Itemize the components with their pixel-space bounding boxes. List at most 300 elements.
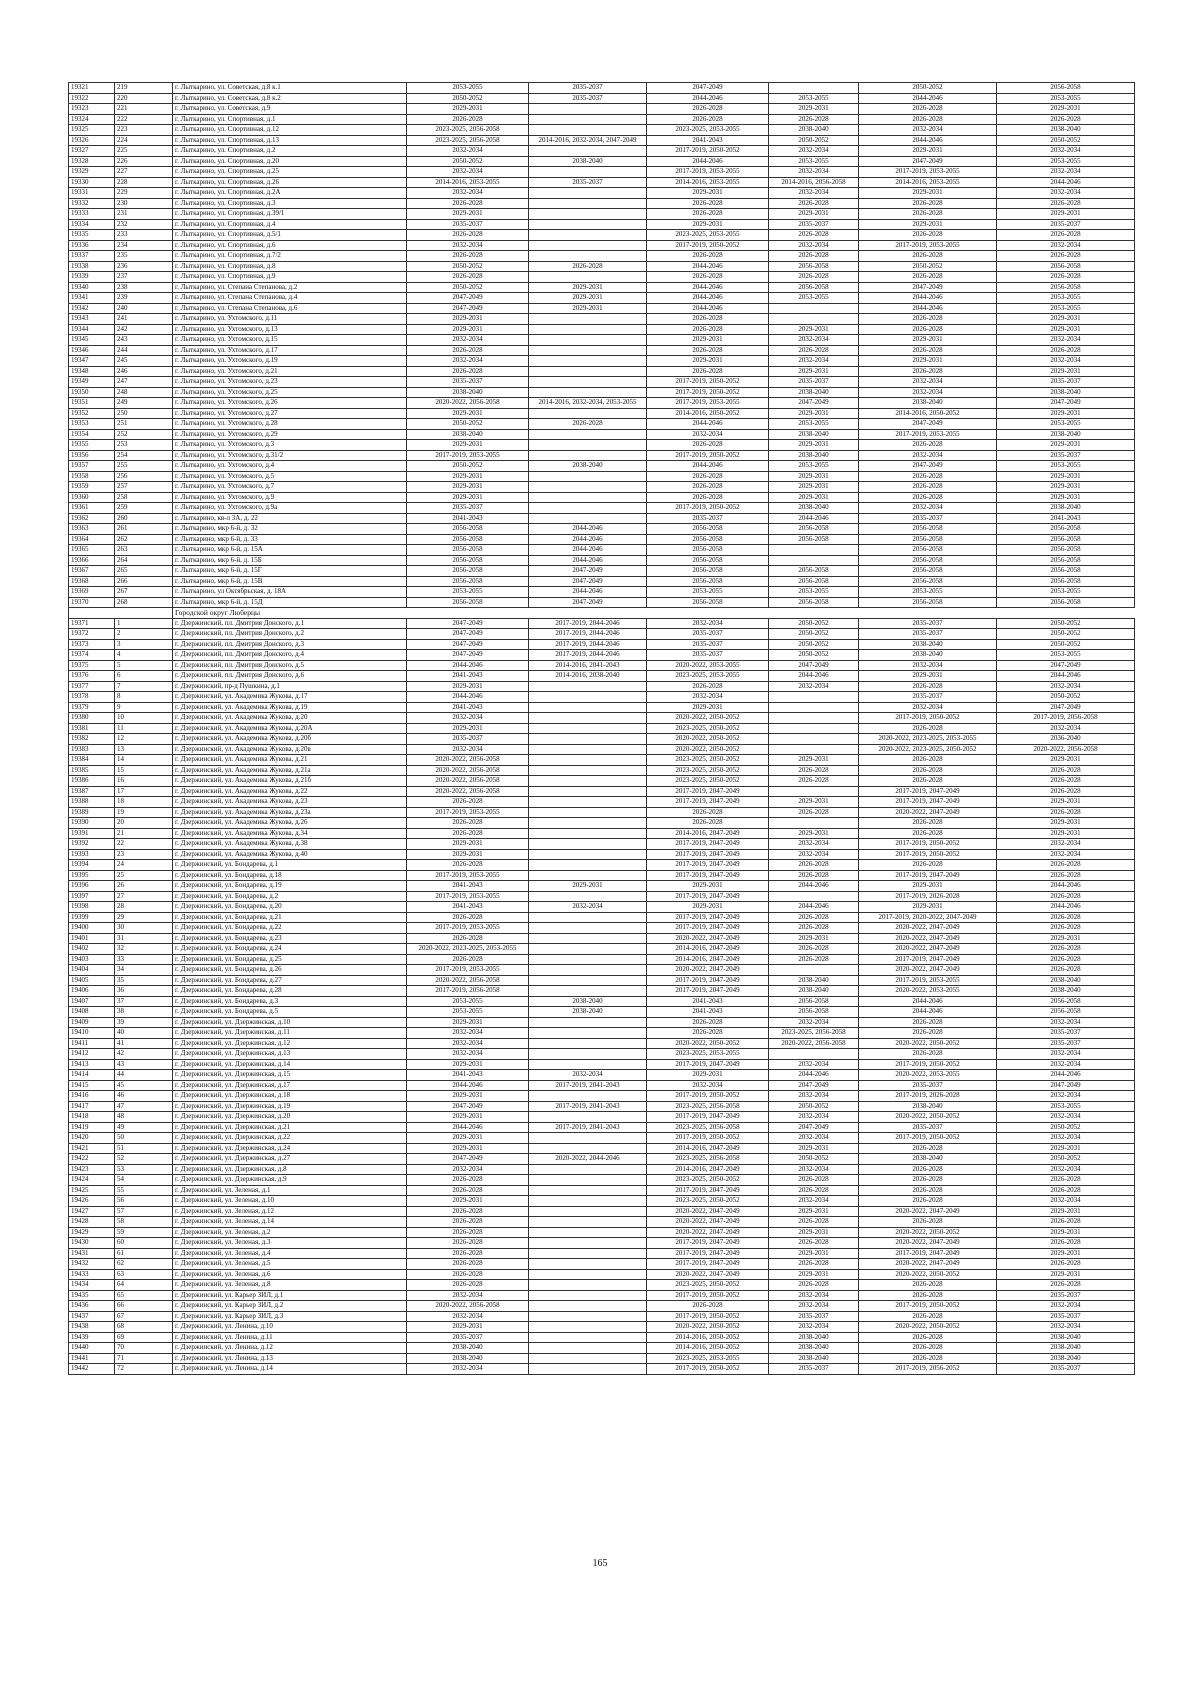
period-cell: 2032-2034: [769, 335, 859, 346]
period-cell: 2056-2058: [647, 597, 769, 608]
period-cell: 2032-2034: [647, 429, 769, 440]
period-cell: 2029-2031: [407, 314, 529, 325]
period-cell: 2047-2049: [407, 303, 529, 314]
table-row: [69, 828, 1135, 839]
row-id-cell: 19374: [69, 650, 115, 661]
row-id-cell: 19402: [69, 944, 115, 955]
period-cell: 2056-2058: [769, 576, 859, 587]
address-cell: г. Дзержинский, ул. Зеленая, д.3: [173, 1238, 407, 1249]
address-cell: г. Лыткарино, ул. Спортивная, д.20: [173, 156, 407, 167]
table-row: [69, 1164, 1135, 1175]
row-number-cell: 233: [115, 230, 173, 241]
table-row: [69, 1017, 1135, 1028]
row-id-cell: 19420: [69, 1133, 115, 1144]
period-cell: 2017-2019, 2044-2046: [529, 650, 647, 661]
period-cell: 2029-2031: [859, 881, 997, 892]
period-cell: 2017-2019, 2047-2049: [859, 786, 997, 797]
period-cell: 2038-2040: [769, 975, 859, 986]
table-row: [69, 492, 1135, 503]
period-cell: 2017-2019, 2047-2049: [647, 975, 769, 986]
period-cell: 2017-2019, 2044-2046: [529, 629, 647, 640]
period-cell: 2032-2034: [997, 681, 1135, 692]
row-number-cell: 266: [115, 576, 173, 587]
period-cell: 2029-2031: [407, 104, 529, 115]
row-id-cell: 19424: [69, 1175, 115, 1186]
period-cell: 2017-2019, 2026-2028: [859, 891, 997, 902]
row-number-cell: 43: [115, 1059, 173, 1070]
address-cell: г. Дзержинский, ул. Зеленая, д.12: [173, 1206, 407, 1217]
period-cell: 2047-2049: [997, 702, 1135, 713]
period-cell: 2029-2031: [769, 209, 859, 220]
period-cell: 2020-2022, 2050-2052: [859, 1227, 997, 1238]
period-cell: 2029-2031: [407, 1196, 529, 1207]
period-cell: 2047-2049: [407, 618, 529, 629]
row-number-cell: 16: [115, 776, 173, 787]
period-cell: 2056-2058: [997, 555, 1135, 566]
period-cell: 2023-2025, 2053-2055: [647, 230, 769, 241]
row-id-cell: 19418: [69, 1112, 115, 1123]
period-cell: 2026-2028: [997, 944, 1135, 955]
period-cell: 2026-2028: [997, 891, 1135, 902]
period-cell: 2023-2025, 2050-2052: [647, 1196, 769, 1207]
period-cell: [529, 1038, 647, 1049]
row-id-cell: 19415: [69, 1080, 115, 1091]
row-id-cell: 19387: [69, 786, 115, 797]
period-cell: 2026-2028: [859, 1343, 997, 1354]
row-number-cell: 9: [115, 702, 173, 713]
period-cell: 2017-2019, 2047-2049: [647, 860, 769, 871]
period-cell: 2032-2034: [407, 1311, 529, 1322]
row-id-cell: 19338: [69, 261, 115, 272]
period-cell: 2038-2040: [859, 398, 997, 409]
address-cell: г. Дзержинский, ул. Академика Жукова, д.21: [173, 755, 407, 766]
row-id-cell: 19429: [69, 1227, 115, 1238]
address-cell: г. Лыткарино, мкр 6-й, д. 32: [173, 524, 407, 535]
period-cell: 2017-2019, 2050-2052: [647, 1290, 769, 1301]
address-cell: г. Лыткарино, ул. Спортивная, д.25: [173, 167, 407, 178]
period-cell: 2029-2031: [997, 482, 1135, 493]
period-cell: 2020-2022, 2047-2049: [859, 933, 997, 944]
period-cell: 2026-2028: [647, 209, 769, 220]
row-number-cell: 10: [115, 713, 173, 724]
period-cell: 2026-2028: [407, 1217, 529, 1228]
row-number-cell: 246: [115, 366, 173, 377]
period-cell: 2020-2022, 2047-2049: [859, 1238, 997, 1249]
table-row: [69, 1269, 1135, 1280]
period-cell: 2035-2037: [859, 629, 997, 640]
period-cell: 2026-2028: [769, 954, 859, 965]
period-cell: 2041-2043: [647, 135, 769, 146]
period-cell: 2038-2040: [997, 986, 1135, 997]
address-cell: г. Лыткарино, ул. Ухтомского, д.9: [173, 492, 407, 503]
address-cell: г. Дзержинский, ул. Зеленая, д.6: [173, 1269, 407, 1280]
period-cell: [529, 1227, 647, 1238]
row-number-cell: 248: [115, 387, 173, 398]
period-cell: 2026-2028: [769, 345, 859, 356]
row-id-cell: 19339: [69, 272, 115, 283]
period-cell: 2056-2058: [997, 83, 1135, 94]
row-number-cell: 37: [115, 996, 173, 1007]
address-cell: г. Лыткарино, ул. Спортивная, д.26: [173, 177, 407, 188]
period-cell: [769, 786, 859, 797]
period-cell: [529, 723, 647, 734]
row-id-cell: 19335: [69, 230, 115, 241]
address-cell: г. Лыткарино, ул. Спортивная, д.2А: [173, 188, 407, 199]
row-number-cell: 61: [115, 1248, 173, 1259]
period-cell: 2053-2055: [769, 293, 859, 304]
period-cell: 2056-2058: [407, 534, 529, 545]
period-cell: 2026-2028: [859, 1311, 997, 1322]
period-cell: 2044-2046: [997, 881, 1135, 892]
period-cell: [529, 209, 647, 220]
period-cell: [529, 198, 647, 209]
row-number-cell: 42: [115, 1049, 173, 1060]
address-cell: г. Дзержинский, пл. Дмитрия Донского, д.2: [173, 629, 407, 640]
period-cell: 2026-2028: [769, 1259, 859, 1270]
row-id-cell: 19373: [69, 639, 115, 650]
address-cell: г. Дзержинский, ул. Бондарева, д.2: [173, 891, 407, 902]
row-id-cell: 19370: [69, 597, 115, 608]
period-cell: 2026-2028: [997, 1185, 1135, 1196]
address-cell: г. Лыткарино, ул Октябрьская, д. 18А: [173, 587, 407, 598]
period-cell: 2017-2019, 2047-2049: [647, 1185, 769, 1196]
period-cell: 2041-2043: [997, 513, 1135, 524]
row-id-cell: 19337: [69, 251, 115, 262]
row-number-cell: 38: [115, 1007, 173, 1018]
period-cell: 2029-2031: [407, 1143, 529, 1154]
period-cell: 2035-2037: [769, 219, 859, 230]
table-row: [69, 366, 1135, 377]
period-cell: 2026-2028: [647, 251, 769, 262]
row-id-cell: 19389: [69, 807, 115, 818]
period-cell: 2036-2040: [997, 734, 1135, 745]
period-cell: 2026-2028: [407, 912, 529, 923]
period-cell: 2020-2022, 2047-2049: [859, 1206, 997, 1217]
period-cell: 2044-2046: [769, 671, 859, 682]
period-cell: 2038-2040: [769, 1332, 859, 1343]
period-cell: 2047-2049: [769, 1080, 859, 1091]
row-id-cell: 19430: [69, 1238, 115, 1249]
period-cell: 2035-2037: [529, 93, 647, 104]
period-cell: 2026-2028: [769, 944, 859, 955]
period-cell: 2017-2019, 2047-2049: [647, 1259, 769, 1270]
row-id-cell: 19434: [69, 1280, 115, 1291]
table-row: [69, 681, 1135, 692]
period-cell: 2044-2046: [647, 293, 769, 304]
period-cell: 2032-2034: [997, 1164, 1135, 1175]
row-number-cell: 18: [115, 797, 173, 808]
period-cell: 2032-2034: [997, 335, 1135, 346]
period-cell: 2038-2040: [859, 639, 997, 650]
row-id-cell: 19332: [69, 198, 115, 209]
period-cell: 2056-2058: [859, 566, 997, 577]
address-cell: г. Лыткарино, ул. Ухтомского, д.13: [173, 324, 407, 335]
period-cell: [769, 734, 859, 745]
period-cell: 2023-2025, 2056-2058: [647, 1122, 769, 1133]
row-number-cell: 265: [115, 566, 173, 577]
period-cell: 2026-2028: [997, 230, 1135, 241]
period-cell: 2029-2031: [997, 797, 1135, 808]
row-number-cell: 257: [115, 482, 173, 493]
period-cell: 2023-2025, 2056-2058: [407, 135, 529, 146]
period-cell: 2029-2031: [997, 1269, 1135, 1280]
period-cell: 2026-2028: [997, 912, 1135, 923]
period-cell: 2020-2022, 2047-2049: [859, 807, 997, 818]
row-number-cell: 5: [115, 660, 173, 671]
address-cell: г. Дзержинский, ул. Академика Жукова, д.23а: [173, 807, 407, 818]
period-cell: 2017-2019, 2050-2052: [647, 377, 769, 388]
row-number-cell: 244: [115, 345, 173, 356]
row-number-cell: 52: [115, 1154, 173, 1165]
period-cell: 2029-2031: [997, 818, 1135, 829]
period-cell: 2047-2049: [859, 282, 997, 293]
period-cell: 2029-2031: [407, 1112, 529, 1123]
period-cell: 2029-2031: [997, 209, 1135, 220]
table-row: [69, 860, 1135, 871]
period-cell: 2038-2040: [769, 125, 859, 136]
period-cell: 2035-2037: [529, 177, 647, 188]
period-cell: [529, 786, 647, 797]
period-cell: 2017-2019, 2050-2052: [647, 1091, 769, 1102]
address-cell: г. Дзержинский, ул. Бондарева, д.23: [173, 933, 407, 944]
period-cell: [529, 1059, 647, 1070]
period-cell: 2032-2034: [769, 167, 859, 178]
row-number-cell: 256: [115, 471, 173, 482]
row-id-cell: 19331: [69, 188, 115, 199]
row-number-cell: 51: [115, 1143, 173, 1154]
row-number-cell: 268: [115, 597, 173, 608]
row-number-cell: 267: [115, 587, 173, 598]
row-id-cell: 19350: [69, 387, 115, 398]
table-row: [69, 671, 1135, 682]
period-cell: 2044-2046: [997, 671, 1135, 682]
period-cell: 2035-2037: [407, 219, 529, 230]
row-number-cell: 243: [115, 335, 173, 346]
row-number-cell: 240: [115, 303, 173, 314]
row-number-cell: 36: [115, 986, 173, 997]
period-cell: 2041-2043: [407, 702, 529, 713]
period-cell: 2056-2058: [859, 576, 997, 587]
period-cell: 2047-2049: [859, 461, 997, 472]
period-cell: 2056-2058: [647, 566, 769, 577]
period-cell: 2056-2058: [997, 524, 1135, 535]
row-number-cell: 228: [115, 177, 173, 188]
address-cell: г. Дзержинский, ул. Карьер ЗИЛ, д.1: [173, 1290, 407, 1301]
row-number-cell: 33: [115, 954, 173, 965]
period-cell: 2032-2034: [407, 1290, 529, 1301]
period-cell: 2029-2031: [769, 1143, 859, 1154]
row-number-cell: 2: [115, 629, 173, 640]
period-cell: 2032-2034: [769, 356, 859, 367]
period-cell: 2032-2034: [769, 849, 859, 860]
period-cell: 2035-2037: [647, 639, 769, 650]
period-cell: 2014-2016, 2047-2049: [647, 954, 769, 965]
period-cell: [529, 702, 647, 713]
period-cell: 2029-2031: [769, 104, 859, 115]
row-id-cell: 19399: [69, 912, 115, 923]
row-id-cell: 19366: [69, 555, 115, 566]
period-cell: 2056-2058: [769, 1007, 859, 1018]
row-id-cell: 19441: [69, 1353, 115, 1364]
row-number-cell: 13: [115, 744, 173, 755]
period-cell: 2032-2034: [407, 240, 529, 251]
period-cell: 2029-2031: [997, 440, 1135, 451]
address-cell: г. Дзержинский, ул. Дзержинская, д.11: [173, 1028, 407, 1039]
table-row: [69, 660, 1135, 671]
period-cell: 2026-2028: [769, 1185, 859, 1196]
period-cell: 2035-2037: [997, 1038, 1135, 1049]
period-cell: 2035-2037: [997, 1364, 1135, 1375]
period-cell: 2035-2037: [997, 1311, 1135, 1322]
row-number-cell: 68: [115, 1322, 173, 1333]
table-row: [69, 1101, 1135, 1112]
period-cell: 2032-2034: [997, 1301, 1135, 1312]
address-cell: г. Дзержинский, ул. Бондарева, д.24: [173, 944, 407, 955]
period-cell: 2032-2034: [647, 692, 769, 703]
row-number-cell: 47: [115, 1101, 173, 1112]
period-cell: [529, 503, 647, 514]
row-id-cell: 19428: [69, 1217, 115, 1228]
period-cell: 2041-2043: [407, 671, 529, 682]
table-row: [69, 1259, 1135, 1270]
period-cell: 2053-2055: [407, 1007, 529, 1018]
row-number-cell: 229: [115, 188, 173, 199]
period-cell: 2026-2028: [859, 492, 997, 503]
address-cell: г. Дзержинский, ул. Академика Жукова, д.21а: [173, 765, 407, 776]
period-cell: 2029-2031: [407, 1322, 529, 1333]
period-cell: 2047-2049: [529, 597, 647, 608]
row-id-cell: 19327: [69, 146, 115, 157]
row-id-cell: 19392: [69, 839, 115, 850]
period-cell: 2020-2022, 2056-2058: [997, 744, 1135, 755]
row-number-cell: 1: [115, 618, 173, 629]
table-row: [69, 303, 1135, 314]
period-cell: 2026-2028: [769, 860, 859, 871]
period-cell: 2044-2046: [997, 1070, 1135, 1081]
period-cell: 2026-2028: [859, 681, 997, 692]
period-cell: 2044-2046: [647, 156, 769, 167]
row-number-cell: 239: [115, 293, 173, 304]
period-cell: 2044-2046: [997, 177, 1135, 188]
period-cell: 2020-2022, 2050-2052: [859, 1038, 997, 1049]
period-cell: 2020-2022, 2056-2058: [769, 1038, 859, 1049]
period-cell: 2020-2022, 2047-2049: [647, 1269, 769, 1280]
period-cell: 2026-2028: [859, 1049, 997, 1060]
row-id-cell: 19368: [69, 576, 115, 587]
table-row: [69, 1280, 1135, 1291]
period-cell: 2026-2028: [997, 807, 1135, 818]
row-number-cell: 230: [115, 198, 173, 209]
table-row: [69, 555, 1135, 566]
period-cell: 2017-2019, 2047-2049: [859, 870, 997, 881]
period-cell: [529, 482, 647, 493]
period-cell: 2038-2040: [997, 1343, 1135, 1354]
period-cell: 2044-2046: [647, 93, 769, 104]
period-cell: 2056-2058: [997, 545, 1135, 556]
period-cell: 2056-2058: [997, 576, 1135, 587]
address-cell: г. Дзержинский, ул. Бондарева, д.21: [173, 912, 407, 923]
period-cell: 2044-2046: [407, 692, 529, 703]
period-cell: 2029-2031: [407, 408, 529, 419]
period-cell: 2056-2058: [407, 576, 529, 587]
period-cell: 2044-2046: [529, 545, 647, 556]
period-cell: 2017-2019, 2047-2049: [859, 797, 997, 808]
row-id-cell: 19369: [69, 587, 115, 598]
row-id-cell: 19326: [69, 135, 115, 146]
period-cell: 2029-2031: [407, 471, 529, 482]
address-cell: г. Дзержинский, ул. Зеленая, д.8: [173, 1280, 407, 1291]
period-cell: 2026-2028: [407, 230, 529, 241]
address-cell: г. Дзержинский, ул. Бондарева, д.19: [173, 881, 407, 892]
period-cell: 2035-2037: [647, 629, 769, 640]
period-cell: 2026-2028: [769, 1175, 859, 1186]
period-cell: 2026-2028: [407, 345, 529, 356]
period-cell: 2047-2049: [769, 660, 859, 671]
table-row: [69, 146, 1135, 157]
table-row: [69, 849, 1135, 860]
period-cell: 2014-2016, 2047-2049: [647, 828, 769, 839]
period-cell: 2017-2019, 2041-2043: [529, 1122, 647, 1133]
period-cell: 2032-2034: [769, 1133, 859, 1144]
table-row: [69, 1059, 1135, 1070]
row-number-cell: 23: [115, 849, 173, 860]
period-cell: 2050-2052: [769, 1101, 859, 1112]
period-cell: 2050-2052: [997, 639, 1135, 650]
table-row: [69, 1028, 1135, 1039]
period-cell: 2032-2034: [997, 1049, 1135, 1060]
row-number-cell: 24: [115, 860, 173, 871]
period-cell: 2029-2031: [769, 1227, 859, 1238]
period-cell: 2026-2028: [407, 954, 529, 965]
row-id-cell: 19427: [69, 1206, 115, 1217]
period-cell: 2029-2031: [407, 324, 529, 335]
period-cell: 2026-2028: [859, 755, 997, 766]
period-cell: 2017-2019, 2050-2052: [647, 1133, 769, 1144]
period-cell: 2026-2028: [407, 1238, 529, 1249]
address-cell: г. Лыткарино, ул. Ухтомского, д.31/2: [173, 450, 407, 461]
period-cell: 2026-2028: [859, 1196, 997, 1207]
period-cell: 2026-2028: [647, 440, 769, 451]
period-cell: 2032-2034: [997, 167, 1135, 178]
period-cell: 2020-2022, 2050-2052: [647, 744, 769, 755]
period-cell: [529, 1091, 647, 1102]
period-cell: 2038-2040: [859, 1154, 997, 1165]
row-number-cell: 264: [115, 555, 173, 566]
row-number-cell: 262: [115, 534, 173, 545]
period-cell: 2023-2025, 2056-2058: [769, 1028, 859, 1039]
period-cell: 2050-2052: [769, 1154, 859, 1165]
row-id-cell: 19378: [69, 692, 115, 703]
period-cell: 2029-2031: [859, 335, 997, 346]
period-cell: 2020-2022, 2047-2049: [859, 923, 997, 934]
row-number-cell: 50: [115, 1133, 173, 1144]
row-id-cell: 19386: [69, 776, 115, 787]
period-cell: 2032-2034: [769, 240, 859, 251]
period-cell: 2029-2031: [859, 188, 997, 199]
row-id-cell: 19325: [69, 125, 115, 136]
period-cell: 2017-2019, 2020-2022, 2047-2049: [859, 912, 997, 923]
row-number-cell: 49: [115, 1122, 173, 1133]
table-row: [69, 545, 1135, 556]
period-cell: 2038-2040: [407, 1353, 529, 1364]
period-cell: 2047-2049: [407, 1154, 529, 1165]
period-cell: 2029-2031: [769, 1269, 859, 1280]
table-row: [69, 293, 1135, 304]
period-cell: 2026-2028: [647, 471, 769, 482]
period-cell: 2044-2046: [859, 293, 997, 304]
period-cell: 2026-2028: [647, 818, 769, 829]
period-cell: [529, 356, 647, 367]
